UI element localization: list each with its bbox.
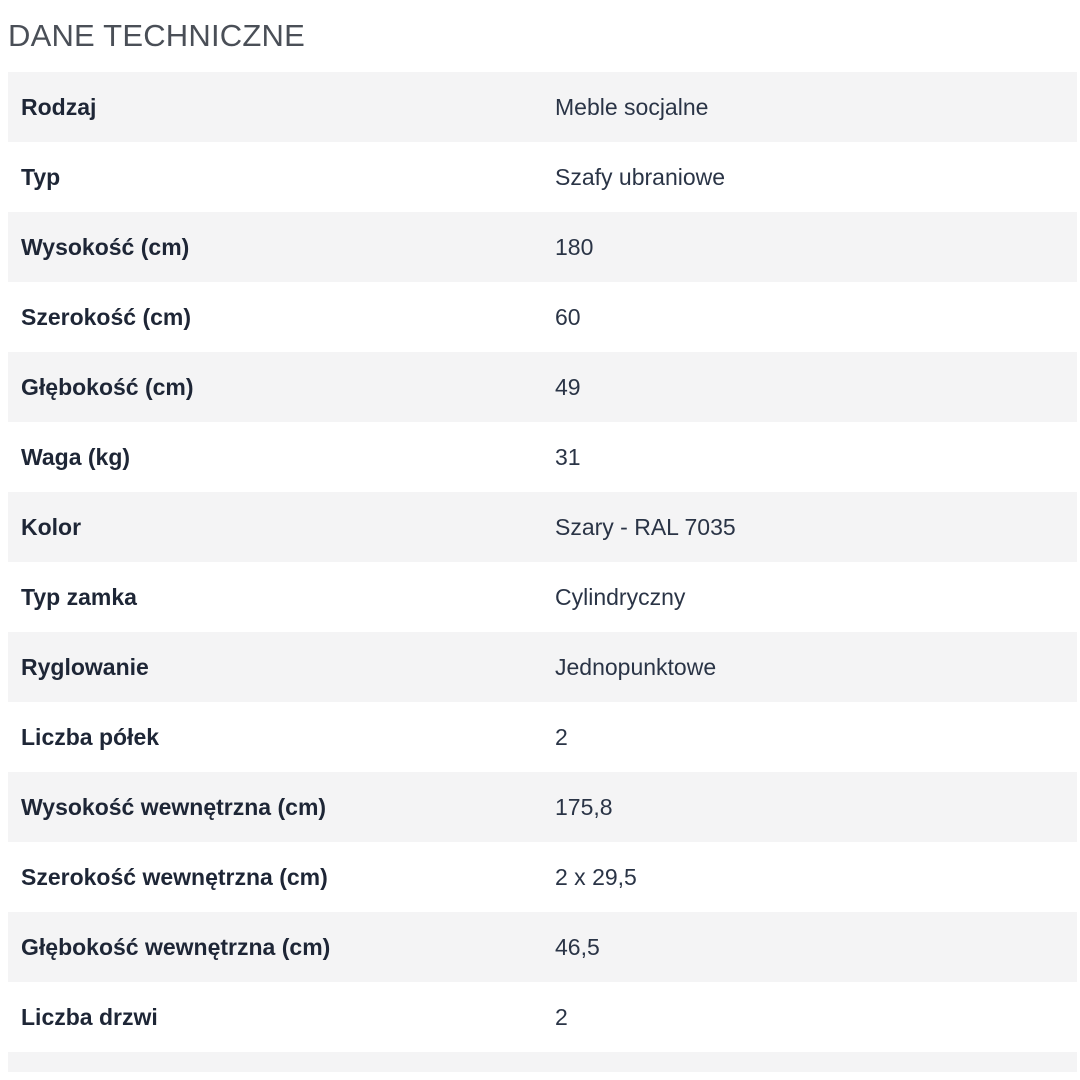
spec-label: Ryglowanie <box>21 654 149 680</box>
spec-row <box>8 982 1077 1052</box>
specs-table <box>8 72 1077 1072</box>
spec-row <box>8 352 1077 422</box>
spec-row <box>8 72 1077 142</box>
spec-label: Liczba drzwi <box>21 1004 158 1030</box>
section-title: DANE TECHNICZNE <box>8 18 305 53</box>
spec-label: Wysokość wewnętrzna (cm) <box>21 794 327 820</box>
spec-row-partial <box>8 1052 1077 1072</box>
spec-row <box>8 702 1077 772</box>
spec-label: Typ zamka <box>21 584 137 610</box>
spec-row <box>8 282 1077 352</box>
spec-label-empty <box>8 1052 555 1072</box>
spec-row <box>8 212 1077 282</box>
spec-row <box>8 142 1077 212</box>
spec-value-empty <box>555 1052 1077 1072</box>
spec-row <box>8 912 1077 982</box>
spec-row <box>8 842 1077 912</box>
spec-row <box>8 492 1077 562</box>
spec-row <box>8 772 1077 842</box>
spec-value: 2 <box>555 724 568 750</box>
spec-label: Szerokość wewnętrzna (cm) <box>21 864 328 890</box>
spec-value: 49 <box>555 374 581 400</box>
spec-value: 2 x 29,5 <box>555 864 637 890</box>
spec-label: Liczba półek <box>21 724 160 750</box>
spec-value: Szafy ubraniowe <box>555 164 726 190</box>
spec-label: Wysokość (cm) <box>21 234 190 260</box>
specs-table-body <box>8 72 1077 1072</box>
spec-label: Kolor <box>21 514 82 540</box>
spec-label: Szerokość (cm) <box>21 304 192 330</box>
spec-value: Szary - RAL 7035 <box>555 514 736 540</box>
spec-label: Waga (kg) <box>21 444 131 470</box>
spec-row <box>8 562 1077 632</box>
spec-label: Typ <box>21 164 61 190</box>
spec-value: 46,5 <box>555 934 600 960</box>
spec-value: 180 <box>555 234 594 260</box>
spec-value: Cylindryczny <box>555 584 686 610</box>
spec-value: 2 <box>555 1004 568 1030</box>
spec-label: Głębokość (cm) <box>21 374 194 400</box>
spec-label: Rodzaj <box>21 94 97 120</box>
spec-label: Głębokość wewnętrzna (cm) <box>21 934 331 960</box>
spec-row <box>8 422 1077 492</box>
spec-row <box>8 632 1077 702</box>
spec-value: Jednopunktowe <box>555 654 717 680</box>
spec-value: 31 <box>555 444 581 470</box>
spec-value: Meble socjalne <box>555 94 709 120</box>
spec-value: 60 <box>555 304 581 330</box>
spec-value: 175,8 <box>555 794 613 820</box>
